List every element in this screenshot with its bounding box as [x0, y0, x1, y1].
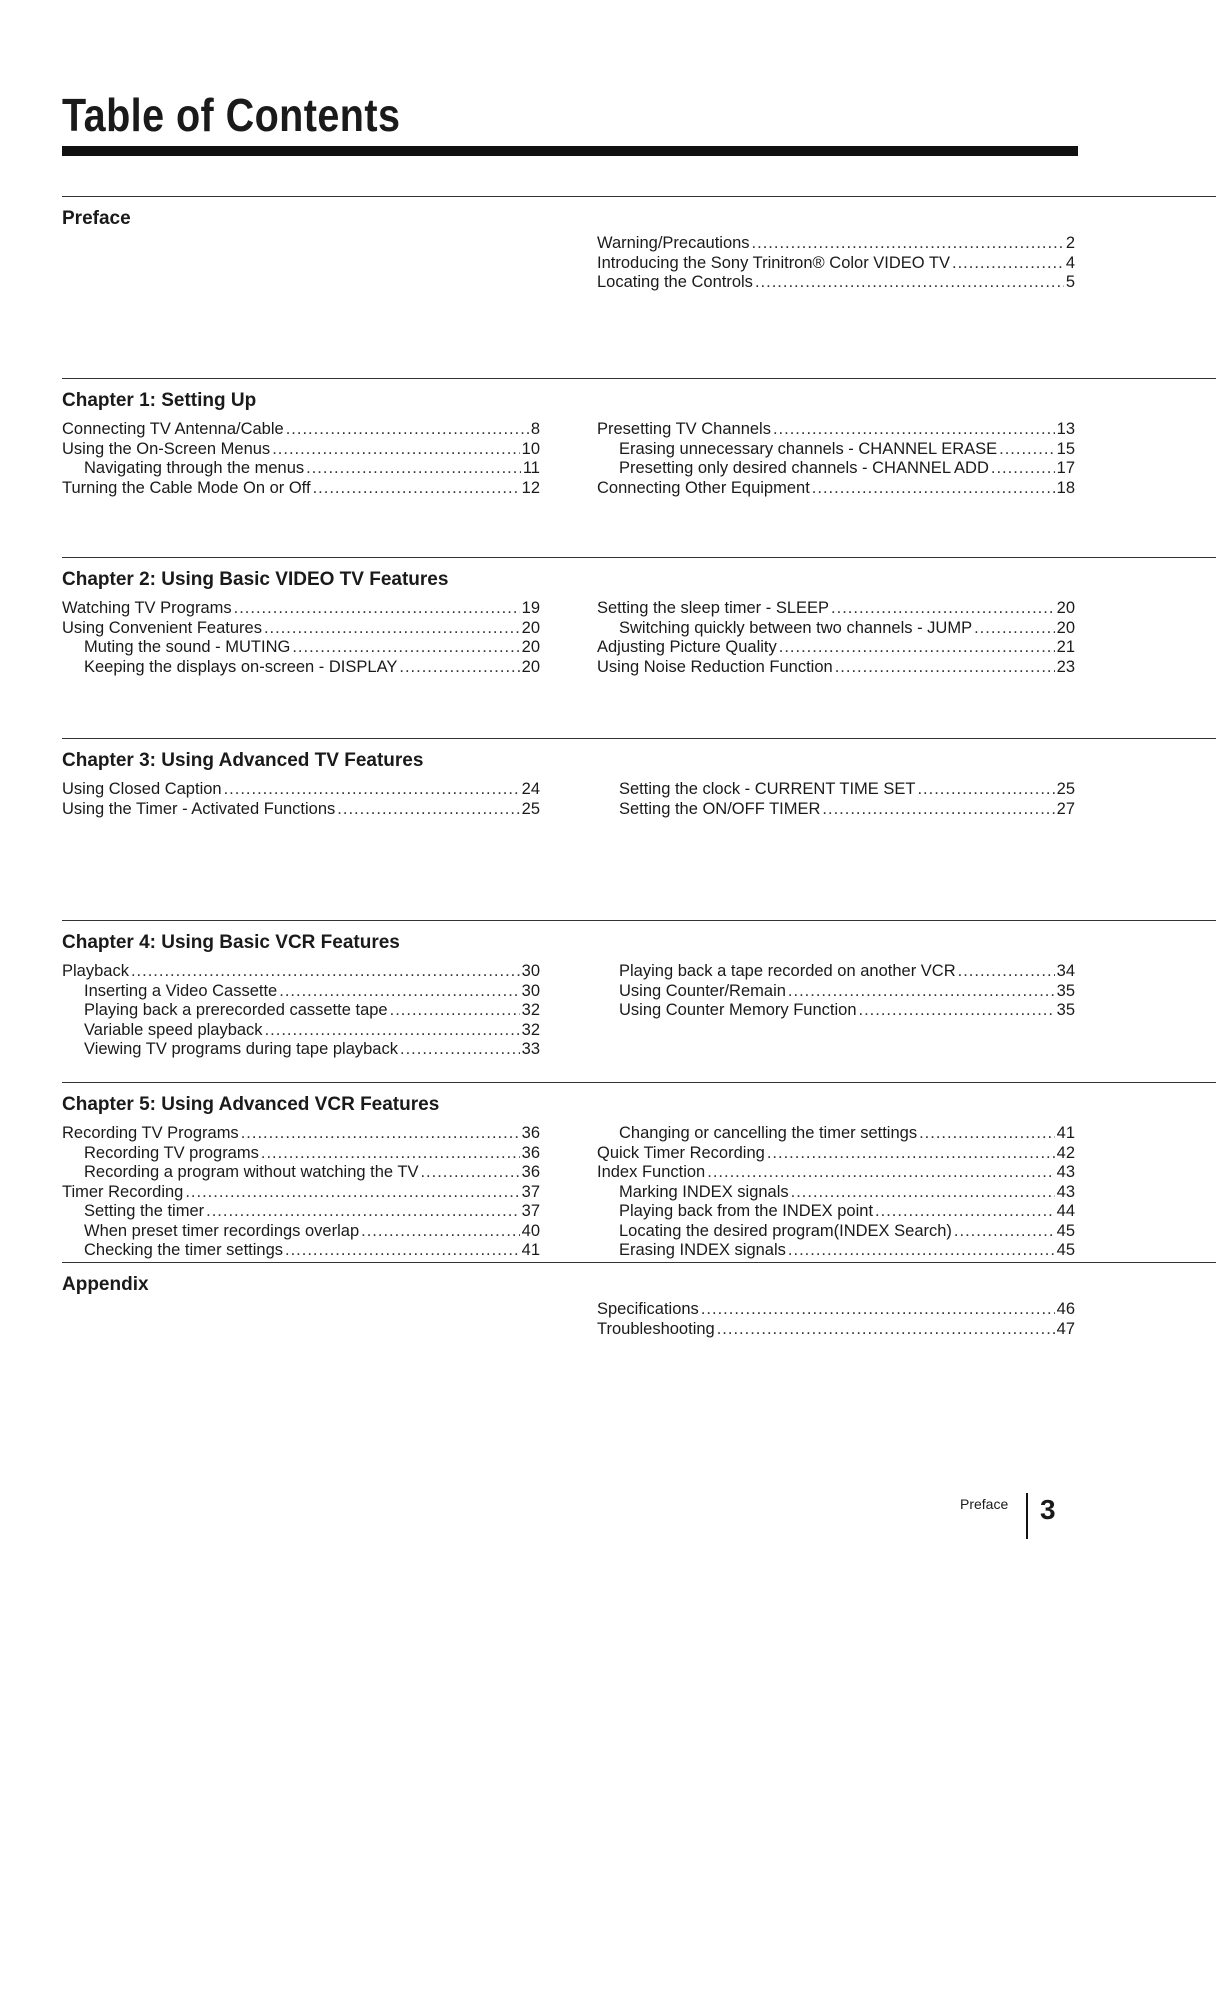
entry-page-number: 37 — [521, 1182, 540, 1201]
toc-entry — [597, 1001, 1075, 1021]
entry-page-number: 5 — [1065, 273, 1075, 291]
dot-leader — [185, 1183, 519, 1203]
toc-entry — [62, 599, 540, 619]
entry-title: Using Convenient Features — [62, 618, 262, 637]
footer-section-label: Preface — [960, 1496, 1009, 1512]
entry-page-number: 45 — [1056, 1221, 1075, 1240]
section-divider — [62, 1082, 1216, 1083]
toc-column-right — [597, 420, 1075, 498]
dot-leader — [400, 1040, 520, 1060]
entry-page-number: 20 — [1056, 599, 1075, 617]
toc-section — [62, 557, 1216, 676]
entry-page-number: 44 — [1056, 1202, 1075, 1220]
entry-title: Setting the sleep timer - SLEEP — [597, 599, 830, 617]
entry-title: Connecting Other Equipment — [597, 478, 810, 497]
toc-section — [62, 920, 1216, 1058]
entry-page-number: 32 — [521, 1020, 540, 1039]
entry-title: Adjusting Picture Quality — [597, 638, 777, 656]
dot-leader — [958, 962, 1055, 982]
entry-page-number: 33 — [521, 1040, 540, 1058]
toc-entry — [62, 982, 540, 1002]
entry-title: When preset timer recordings overlap — [84, 1221, 360, 1240]
entry-page-number: 20 — [521, 638, 540, 656]
entry-page-number: 8 — [530, 420, 540, 438]
toc-entry — [597, 234, 1075, 254]
toc-entry — [597, 1300, 1075, 1320]
entry-page-number: 43 — [1056, 1182, 1075, 1201]
toc-section — [62, 738, 1216, 818]
toc-entry — [597, 420, 1075, 440]
title-rule — [62, 146, 1078, 156]
toc-entry — [597, 962, 1075, 982]
entry-title: Quick Timer Recording — [597, 1143, 765, 1162]
entry-title: Troubleshooting — [597, 1319, 715, 1338]
toc-entry — [597, 780, 1075, 800]
entry-page-number: 32 — [521, 1001, 540, 1019]
section-heading: Appendix — [62, 1274, 149, 1295]
entry-page-number: 20 — [1056, 618, 1075, 637]
section-divider — [62, 738, 1216, 739]
section-heading: Chapter 2: Using Basic VIDEO TV Features — [62, 569, 449, 590]
entry-title: Changing or cancelling the timer settings — [619, 1124, 918, 1142]
dot-leader — [822, 800, 1054, 820]
toc-entry — [597, 1241, 1075, 1261]
toc-entry — [62, 1202, 540, 1222]
dot-leader — [241, 1124, 520, 1144]
entry-title: Checking the timer settings — [84, 1241, 284, 1259]
dot-leader — [752, 234, 1064, 254]
toc-column-left — [62, 420, 540, 498]
toc-column-left — [62, 780, 540, 819]
toc-entry — [597, 479, 1075, 499]
page-number: 3 — [1040, 1494, 1056, 1525]
entry-title: Using the Timer - Activated Functions — [62, 799, 336, 818]
toc-entry — [597, 800, 1075, 820]
dot-leader — [999, 440, 1055, 460]
dot-leader — [974, 619, 1055, 639]
dot-leader — [779, 638, 1055, 658]
toc-section — [62, 196, 1216, 291]
toc-entry — [597, 1163, 1075, 1183]
dot-leader — [717, 1320, 1055, 1340]
section-heading: Chapter 4: Using Basic VCR Features — [62, 932, 400, 953]
entry-page-number: 21 — [1056, 638, 1075, 656]
entry-page-number: 42 — [1056, 1143, 1075, 1162]
dot-leader — [952, 254, 1064, 274]
entry-page-number: 43 — [1056, 1163, 1075, 1181]
entry-page-number: 40 — [521, 1221, 540, 1240]
entry-title: Presetting only desired channels - CHANNEL ADD — [619, 459, 989, 477]
dot-leader — [831, 599, 1055, 619]
entry-page-number: 13 — [1056, 420, 1075, 438]
entry-page-number: 35 — [1056, 981, 1075, 1000]
entry-title: Erasing unnecessary channels - CHANNEL ERASE — [619, 439, 998, 458]
dot-leader — [917, 780, 1054, 800]
toc-entry — [62, 1124, 540, 1144]
entry-title: Marking INDEX signals — [619, 1182, 789, 1201]
dot-leader — [701, 1300, 1055, 1320]
toc-column-right — [597, 1300, 1075, 1339]
entry-page-number: 24 — [521, 780, 540, 798]
dot-leader — [399, 658, 519, 678]
section-heading: Preface — [62, 208, 131, 229]
entry-title: Muting the sound - MUTING — [84, 638, 291, 656]
toc-entry — [597, 459, 1075, 479]
dot-leader — [755, 273, 1064, 293]
entry-title: Keeping the displays on-screen - DISPLAY — [84, 657, 398, 676]
toc-column-right — [597, 599, 1075, 677]
toc-entry — [597, 1144, 1075, 1164]
dot-leader — [773, 420, 1055, 440]
entry-page-number: 4 — [1065, 253, 1075, 272]
entry-title: Watching TV Programs — [62, 599, 232, 617]
dot-leader — [264, 619, 520, 639]
section-divider — [62, 196, 1216, 197]
dot-leader — [131, 962, 520, 982]
toc-section — [62, 1082, 1216, 1259]
entry-title: Connecting TV Antenna/Cable — [62, 420, 284, 438]
toc-entry — [62, 800, 540, 820]
entry-page-number: 46 — [1056, 1300, 1075, 1318]
dot-leader — [991, 459, 1055, 479]
section-divider — [62, 378, 1216, 379]
toc-column-right — [597, 780, 1075, 819]
entry-page-number: 36 — [521, 1143, 540, 1162]
entry-page-number: 34 — [1056, 962, 1075, 980]
entry-title: Locating the Controls — [597, 273, 753, 291]
dot-leader — [420, 1163, 519, 1183]
entry-page-number: 10 — [521, 439, 540, 458]
dot-leader — [261, 1144, 520, 1164]
entry-title: Index Function — [597, 1163, 706, 1181]
entry-title: Warning/Precautions — [597, 234, 750, 252]
page-title: Table of Contents — [62, 89, 401, 141]
entry-page-number: 12 — [521, 478, 540, 497]
entry-title: Turning the Cable Mode On or Off — [62, 478, 311, 497]
toc-entry — [62, 420, 540, 440]
entry-page-number: 2 — [1065, 234, 1075, 252]
entry-title: Using Counter/Remain — [619, 981, 786, 1000]
toc-entry — [597, 1124, 1075, 1144]
toc-entry — [597, 982, 1075, 1002]
dot-leader — [788, 1241, 1055, 1261]
entry-page-number: 15 — [1056, 439, 1075, 458]
dot-leader — [285, 1241, 520, 1261]
entry-title: Recording TV Programs — [62, 1124, 239, 1142]
toc-entry — [597, 1320, 1075, 1340]
entry-page-number: 41 — [521, 1241, 540, 1259]
toc-entry — [597, 254, 1075, 274]
entry-title: Inserting a Video Cassette — [84, 981, 278, 1000]
entry-title: Using Noise Reduction Function — [597, 657, 833, 676]
toc-entry — [62, 1144, 540, 1164]
entry-title: Playback — [62, 962, 129, 980]
section-heading: Chapter 1: Setting Up — [62, 390, 257, 411]
dot-leader — [875, 1202, 1055, 1222]
entry-page-number: 25 — [521, 799, 540, 818]
dot-leader — [286, 420, 529, 440]
entry-title: Playing back a tape recorded on another VCR — [619, 962, 956, 980]
entry-title: Setting the ON/OFF TIMER — [619, 799, 821, 818]
toc-entry — [62, 1001, 540, 1021]
entry-title: Using Counter Memory Function — [619, 1001, 857, 1019]
toc-entry — [62, 1163, 540, 1183]
toc-entry — [62, 638, 540, 658]
entry-page-number: 36 — [521, 1163, 540, 1181]
toc-entry — [597, 658, 1075, 678]
toc-section — [62, 1262, 1216, 1338]
footer-divider — [1026, 1493, 1028, 1539]
entry-title: Switching quickly between two channels - JUMP — [619, 618, 973, 637]
dot-leader — [361, 1222, 520, 1242]
entry-title: Recording TV programs — [84, 1143, 259, 1162]
dot-leader — [292, 638, 519, 658]
dot-leader — [767, 1144, 1055, 1164]
toc-entry — [597, 1202, 1075, 1222]
entry-title: Setting the timer — [84, 1202, 205, 1220]
section-divider — [62, 920, 1216, 921]
entry-title: Playing back a prerecorded cassette tape — [84, 1001, 388, 1019]
entry-title: Locating the desired program(INDEX Search) — [619, 1221, 952, 1240]
toc-entry — [597, 1222, 1075, 1242]
section-divider — [62, 557, 1216, 558]
dot-leader — [859, 1001, 1055, 1021]
toc-entry — [62, 479, 540, 499]
entry-title: Viewing TV programs during tape playback — [84, 1040, 398, 1058]
dot-leader — [279, 982, 519, 1002]
dot-leader — [919, 1124, 1055, 1144]
dot-leader — [835, 658, 1055, 678]
dot-leader — [306, 459, 521, 479]
section-heading: Chapter 3: Using Advanced TV Features — [62, 750, 424, 771]
entry-title: Specifications — [597, 1300, 699, 1318]
dot-leader — [707, 1163, 1054, 1183]
toc-entry — [62, 658, 540, 678]
dot-leader — [788, 982, 1055, 1002]
entry-page-number: 19 — [521, 599, 540, 617]
toc-entry — [597, 599, 1075, 619]
toc-entry — [62, 1241, 540, 1261]
entry-title: Presetting TV Channels — [597, 420, 771, 438]
toc-section — [62, 378, 1216, 497]
dot-leader — [206, 1202, 520, 1222]
toc-entry — [62, 1021, 540, 1041]
toc-entry — [62, 962, 540, 982]
dot-leader — [265, 1021, 520, 1041]
toc-column-right — [597, 1124, 1075, 1261]
entry-page-number: 36 — [521, 1124, 540, 1142]
entry-page-number: 45 — [1056, 1241, 1075, 1259]
toc-column-right — [597, 962, 1075, 1021]
dot-leader — [272, 440, 519, 460]
entry-page-number: 18 — [1056, 478, 1075, 497]
dot-leader — [791, 1183, 1055, 1203]
entry-title: Timer Recording — [62, 1182, 184, 1201]
entry-title: Using the On-Screen Menus — [62, 439, 271, 458]
toc-entry — [62, 1183, 540, 1203]
entry-page-number: 30 — [521, 981, 540, 1000]
section-divider — [62, 1262, 1216, 1263]
dot-leader — [234, 599, 520, 619]
entry-page-number: 17 — [1056, 459, 1075, 477]
entry-page-number: 20 — [521, 657, 540, 676]
entry-title: Erasing INDEX signals — [619, 1241, 786, 1259]
toc-column-right — [597, 234, 1075, 293]
toc-column-left — [62, 1124, 540, 1261]
dot-leader — [390, 1001, 520, 1021]
entry-page-number: 30 — [521, 962, 540, 980]
entry-title: Introducing the Sony Trinitron® Color VIDEO TV — [597, 253, 951, 272]
toc-entry — [62, 619, 540, 639]
dot-leader — [812, 479, 1055, 499]
toc-entry — [62, 459, 540, 479]
dot-leader — [954, 1222, 1055, 1242]
section-heading: Chapter 5: Using Advanced VCR Features — [62, 1094, 440, 1115]
toc-entry — [62, 440, 540, 460]
toc-column-left — [62, 962, 540, 1060]
entry-page-number: 37 — [521, 1202, 540, 1220]
toc-entry — [62, 780, 540, 800]
entry-title: Setting the clock - CURRENT TIME SET — [619, 780, 916, 798]
entry-page-number: 35 — [1056, 1001, 1075, 1019]
entry-title: Using Closed Caption — [62, 780, 222, 798]
entry-title: Variable speed playback — [84, 1020, 263, 1039]
dot-leader — [313, 479, 520, 499]
entry-title: Navigating through the menus — [84, 459, 305, 477]
toc-entry — [597, 273, 1075, 293]
toc-entry — [597, 440, 1075, 460]
entry-page-number: 47 — [1056, 1319, 1075, 1338]
toc-entry — [597, 638, 1075, 658]
entry-page-number: 25 — [1056, 780, 1075, 798]
toc-entry — [62, 1040, 540, 1060]
toc-entry — [62, 1222, 540, 1242]
toc-entry — [597, 619, 1075, 639]
toc-column-left — [62, 599, 540, 677]
entry-page-number: 27 — [1056, 799, 1075, 818]
entry-title: Playing back from the INDEX point — [619, 1202, 874, 1220]
entry-page-number: 41 — [1056, 1124, 1075, 1142]
toc-entry — [597, 1183, 1075, 1203]
entry-page-number: 20 — [521, 618, 540, 637]
dot-leader — [337, 800, 519, 820]
entry-title: Recording a program without watching the TV — [84, 1163, 419, 1181]
entry-page-number: 23 — [1056, 657, 1075, 676]
entry-page-number: 11 — [522, 459, 540, 477]
dot-leader — [224, 780, 520, 800]
